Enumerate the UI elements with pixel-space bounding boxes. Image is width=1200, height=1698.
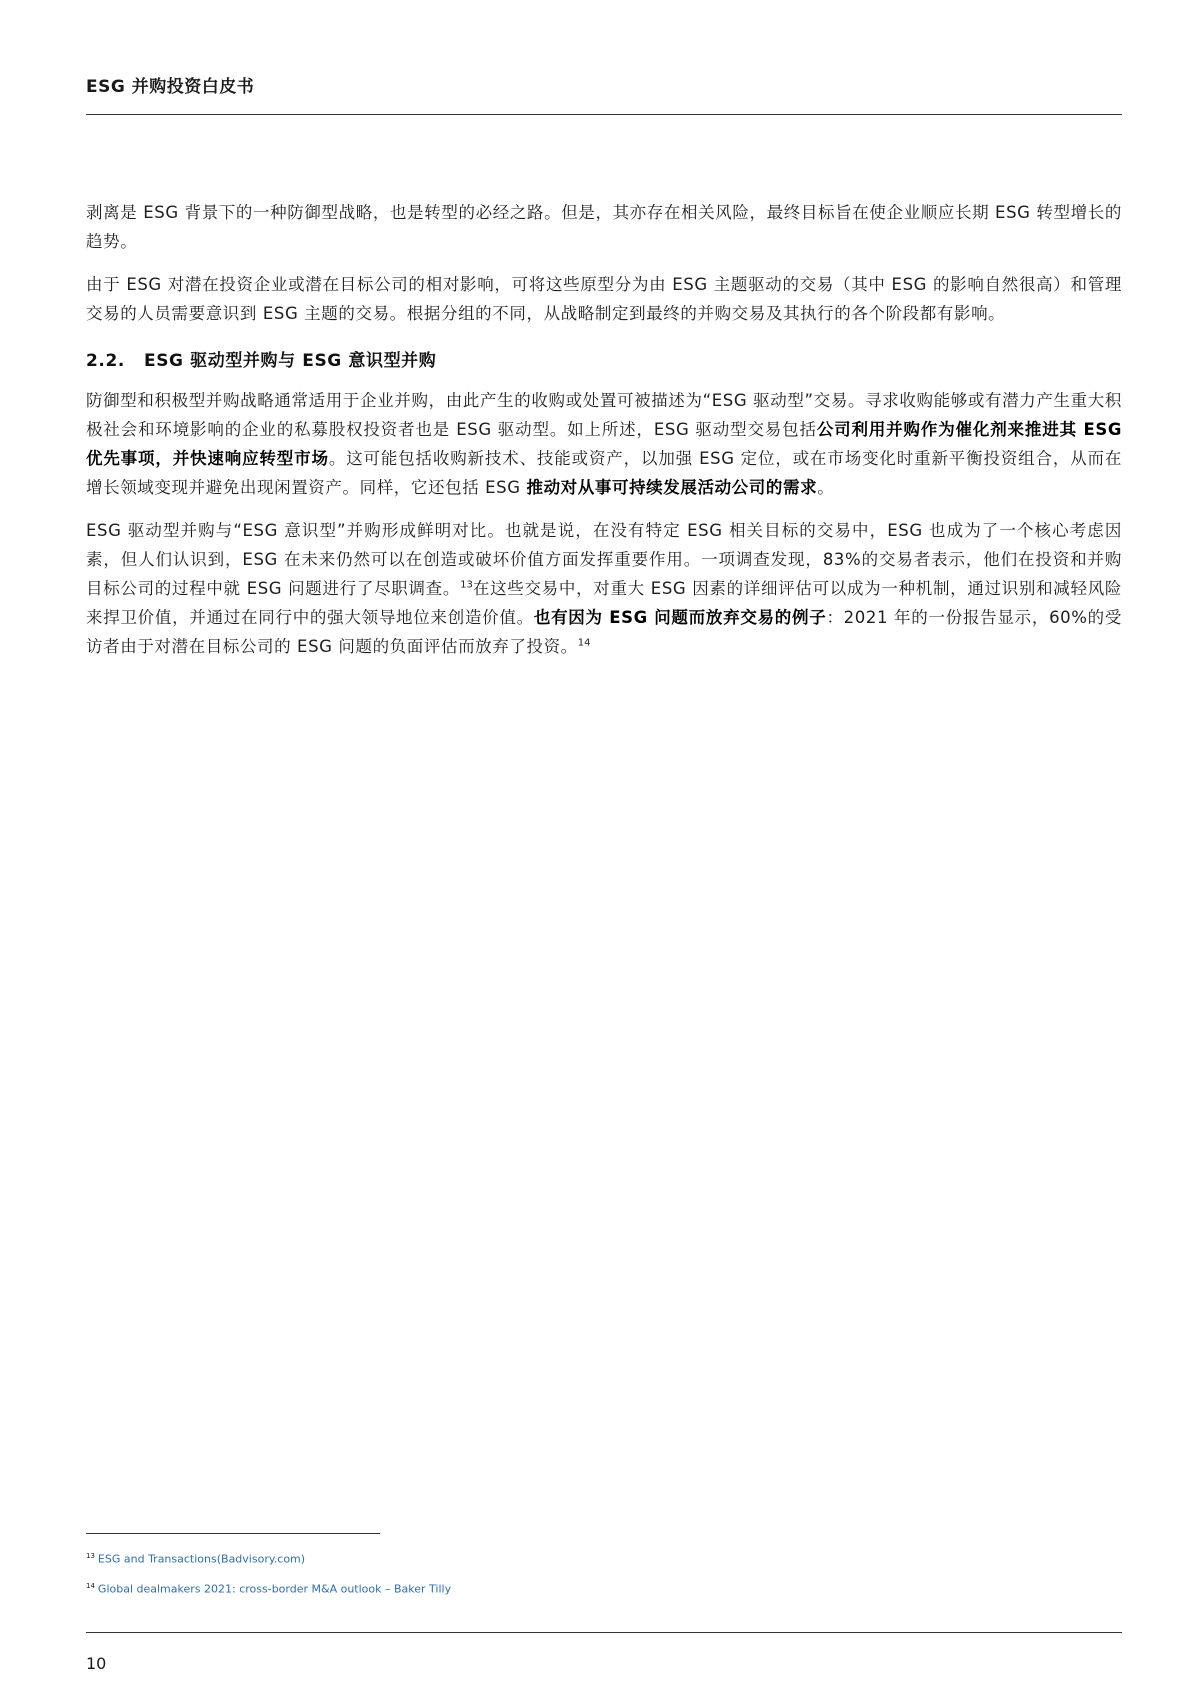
text-run: ESG 驱动型并购与“ESG 意识型”并购形成鲜明对比。也就是说，在没有特定 ESG 相关目标的交易中，ESG 也成为了一个核心考虑因素，但人们认识到，ESG 在未来仍然可以在创造或破坏价值方面发挥重要作用。一项调查发现，83%的交易者表示，他们在投资和并购目标公司的过程中就 ESG 问题进行了尽职调查。	[86, 521, 1122, 598]
footnote-14	[86, 1573, 986, 1603]
footnotes	[86, 1543, 986, 1602]
body-text	[86, 198, 1122, 675]
footnote-link[interactable]: ESG and Transactions(Badvisory.com)	[97, 1552, 306, 1566]
text-run: ：2021 年的一份报告显示，60%的受访者由于对潜在目标公司的 ESG 问题的负面评估而放弃了投资。	[86, 608, 1122, 656]
footnote-divider	[86, 1533, 380, 1534]
section-number: 2.2.	[86, 351, 125, 371]
footnote-13	[86, 1543, 986, 1573]
text-run: 。	[817, 478, 835, 497]
footnote-ref-13[interactable]: 13	[460, 579, 473, 591]
footnote-number: 13	[86, 1552, 95, 1560]
section-heading	[86, 348, 1122, 374]
paragraph-esg-aware	[86, 516, 1122, 661]
paragraph-esg-driven	[86, 386, 1122, 502]
section-title: ESG 驱动型并购与 ESG 意识型并购	[144, 351, 437, 371]
paragraph-archetypes: 由于 ESG 对潜在投资企业或潜在目标公司的相对影响，可将这些原型分为由 ESG 主题驱动的交易（其中 ESG 的影响自然很高）和管理交易的人员需要意识到 ESG 主题的交易。根据分组的不同，从战略制定到最终的并购交易及其执行的各个阶段都有影响。	[86, 275, 1122, 323]
text-run: 防御型和积极型并购战略通常适用于企业并购，由此产生的收购或处置可被描述为“ESG 驱动型”交易。寻求收购能够或有潜力产生重大积极社会和环境影响的企业的私募股权投资者也是 ESG 驱动型。如上所述，ESG 驱动型交易包括	[86, 391, 1122, 439]
footnote-ref-14[interactable]: 14	[577, 637, 591, 649]
paragraph-divestiture: 剥离是 ESG 背景下的一种防御型战略，也是转型的必经之路。但是，其亦存在相关风险，最终目标旨在使企业顺应长期 ESG 转型增长的趋势。	[86, 203, 1122, 251]
bold-run: 公司利用并购作为催化剂来推进其 ESG 优先事项，并快速响应转型市场	[86, 420, 1122, 468]
bold-run: 也有因为 ESG 问题而放弃交易的例子	[533, 608, 827, 627]
footer-divider	[86, 1632, 1122, 1633]
text-run: 。这可能包括收购新技术、技能或资产，以加强 ESG 定位，或在市场变化时重新平衡投资组合，从而在增长领域变现并避免出现闲置资产。同样，它还包括 ESG	[86, 449, 1122, 497]
text-run: 在这些交易中，对重大 ESG 因素的详细评估可以成为一种机制，通过识别和减轻风险来捍卫价值，并通过在同行中的强大领导地位来创造价值。	[86, 579, 1122, 627]
bold-run: 推动对从事可持续发展活动公司的需求	[526, 478, 818, 497]
footnote-link[interactable]: Global dealmakers 2021: cross-border M&A outlook – Baker Tilly	[97, 1582, 452, 1596]
page-number: 10	[86, 1654, 107, 1673]
footnote-number: 14	[86, 1581, 95, 1590]
running-header-title: ESG 并购投资白皮书	[86, 77, 255, 97]
header-divider	[86, 114, 1122, 115]
